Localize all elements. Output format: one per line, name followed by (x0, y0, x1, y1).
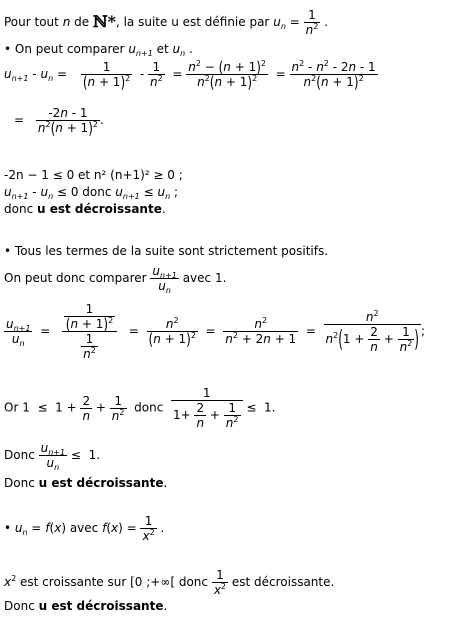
intro-de: de (74, 15, 90, 29)
intro-pour-tout: Pour tout (4, 15, 59, 29)
section1-conclusion: donc u est décroissante. (4, 202, 166, 216)
section1-inequality-1: -2n − 1 ≤ 0 et n² (n+1)² ≥ 0 ; (4, 168, 183, 182)
difference-equation: $u_{n+1} - u_n$ = $\frac{1}{(n + 1)^2}$ - $\frac{1}{n^2}$ = $\frac{n^2 - (n + 1)^2}{n^2(n + 1)^2}$ = $\frac{n^2 - n^2 - 2n - 1}{n^2(n + 1)^2}$ (4, 57, 376, 92)
section1-inequality-2: $u_{n+1} - u_n \le 0$ donc $u_{n+1} \le u_n$ ; (4, 185, 178, 201)
or-inequality: Or 1 ≤ 1 + $\frac{2}{n}$ + $\frac{1}{n^2}$ donc 1 1+ $\frac{2}{n}$ + $\frac{1}{n^2}$ ≤ 1. (4, 386, 276, 430)
section3-monotonic: $x^2$ est croissante sur [0 ;+∞[ donc $\frac{1}{x^2}$ est décroissante. (4, 568, 335, 597)
ratio-equation: $\frac{u_{n+1}}{u_n}$ = $\frac{\frac{1}{(n + 1)^2}}{\frac{1}{n^2}}$ = $\frac{n^2}{(n + 1)^2}$ = $\frac{n^2}{n^2 + 2n + 1}$ = $n^2$ $n^2(1$ + $\frac{2}{n}$ + $\frac{1}{n^2}$ ) ; (6, 302, 425, 361)
donc-ratio: Donc $\frac{u_{n+1}}{u_n}$ ≤ 1. (4, 441, 101, 472)
difference-simplified: = $\frac{-2n - 1}{n^2(n + 1)^2}$ . (14, 106, 104, 138)
section3-conclusion: Donc u est décroissante. (4, 599, 168, 613)
section1-title: • On peut comparer $u_{n+1}$ et $u_n$ . (4, 42, 193, 58)
intro-line: Pour tout n de ℕ*, la suite u est définie par $u_n$ = $\frac{1}{n^2}$ . (4, 8, 328, 37)
section2-title: • Tous les termes de la suite sont strictement positifs. (4, 244, 329, 258)
section3-definition: • $u_n = f(x)$ avec f(x) = $\frac{1}{x^2}$ . (4, 514, 165, 543)
intro-suite-def: , la suite u est définie par (115, 15, 270, 29)
section2-conclusion: Donc u est décroissante. (4, 476, 168, 490)
intro-fraction: $\frac{1}{n^2}$ (305, 8, 319, 37)
section2-compare: On peut donc comparer $\frac{u_{n+1}}{u_n}$ avec 1. (4, 264, 227, 295)
natural-numbers-symbol: ℕ* (92, 12, 116, 31)
